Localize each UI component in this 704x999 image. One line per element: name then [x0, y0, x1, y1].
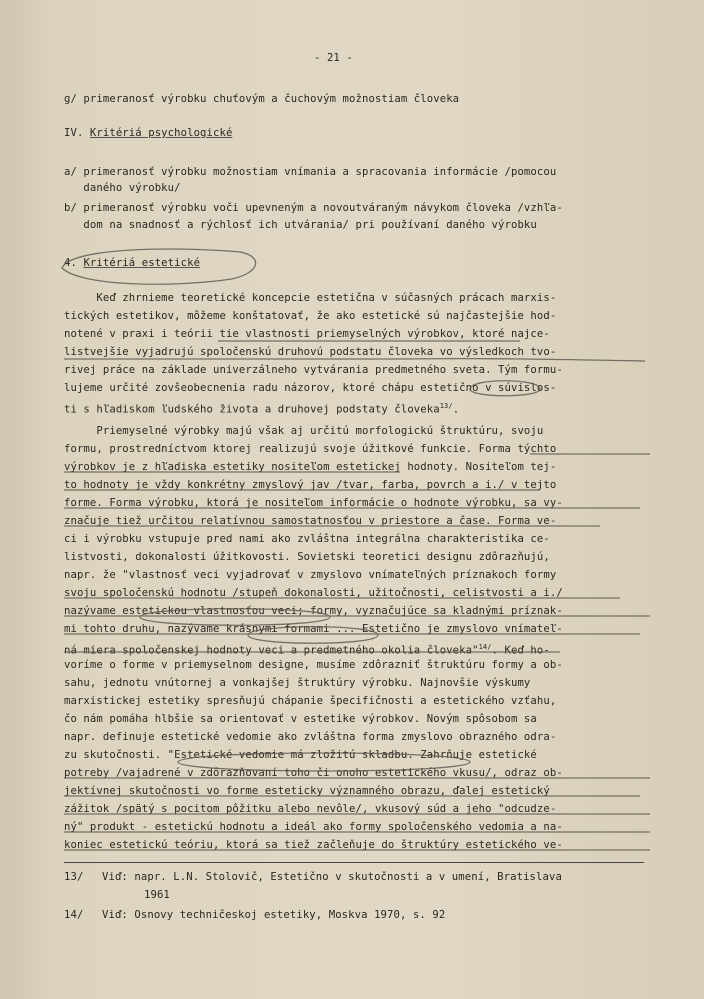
body-line-29: zážitok /spätý s pocitom pôžitku alebo nevôle/, vkusový súd a jeho "odcudze-: [64, 803, 557, 815]
footnote-14-line-1: Viď: Osnovy techničeskoj estetiky, Moskva 1970, s. 92: [102, 909, 446, 921]
body-line-21: voríme o forme v priemyselnom designe, musíme zdôrazniť štruktúru formy a ob-: [64, 659, 563, 671]
body-line-7-text: ti s hľadiskom ľudského života a druhovej podstaty človeka: [64, 403, 440, 416]
body-line-6: lujeme určité zovšeobecnenia radu názorov, ktoré chápu estetično v súvislos-: [64, 382, 557, 394]
criterion-b-line-2: dom na snadnosť a rýchlosť ich utvárania/ pri používaní daného výrobku: [64, 219, 537, 231]
footnote-separator: [64, 862, 644, 863]
body-line-30: ný" produkt - estetickú hodnotu a ideál ako formy spoločenského vedomia a na-: [64, 821, 563, 833]
body-line-7: [64, 399, 459, 417]
page-number: - 21 -: [314, 52, 353, 64]
criterion-g: g/ primeranosť výrobku chuťovým a čuchovým možnostiam človeka: [64, 93, 460, 105]
body-line-2: tických estetikov, môžeme konštatovať, že ako estetické sú najčastejšie hod-: [64, 310, 557, 322]
body-line-3: notené v praxi i teórii tie vlastnosti priemyselných výrobkov, ktoré najce-: [64, 328, 550, 340]
body-line-4: listvejšie vyjadrujú spoločenskú druhovú podstatu človeka vo výsledkoch tvo-: [64, 346, 557, 358]
body-line-27: potreby /vajadrené v zdôrazňovaní toho či onoho estetického vkusu/, odraz ob-: [64, 767, 563, 779]
footnote-13-line-2: 1961: [144, 889, 170, 901]
criterion-b-line-1: b/ primeranosť výrobku voči upevneným a novoutváraným návykom človeka /vzhľa-: [64, 202, 563, 214]
body-line-26: zu skutočnosti. "Estetické vedomie má zložitú skladbu. Zahrňuje estetické: [64, 749, 537, 761]
body-line-24: čo nám pomáha hlbšie sa orientovať v estetike výrobkov. Novým spôsobom sa: [64, 713, 537, 725]
heading-iv-title: Kritériá psychologické: [89, 127, 233, 139]
body-line-5: rivej práce na základe univerzálneho vytvárania predmetného sveta. Tým formu-: [64, 364, 563, 376]
criterion-a-line-1: a/ primeranosť výrobku možnostiam vnímania a spracovania informácie /pomocou: [64, 166, 557, 178]
body-line-31: koniec estetickú teóriu, ktorá sa tiež začleňuje do štruktúry estetického ve-: [64, 839, 563, 851]
body-line-18: nazývame estetickou vlastnosťou veci; formy, vyznačujúce sa kladnými príznak-: [64, 605, 563, 617]
criterion-a-line-2: daného výrobku/: [64, 182, 181, 194]
footnote-ref-13: 13/: [439, 402, 453, 410]
body-line-13: značuje tiež určitou relatívnou samostatnosťou v priestore a čase. Forma ve-: [64, 515, 557, 527]
heading-4-title: Kritériá estetické: [83, 257, 201, 269]
body-line-9: formu, prostredníctvom ktorej realizujú svoje úžitkové funkcie. Forma týchto: [64, 443, 557, 455]
body-line-11: to hodnoty je vždy konkrétny zmyslový jav /tvar, farba, povrch a i./ v tejto: [64, 479, 557, 491]
body-line-17: svoju spoločenskú hodnotu /stupeň dokonalosti, užitočnosti, celistvosti a i./: [64, 587, 563, 599]
body-line-20-text: ná miera spoločenskej hodnoty veci a predmetného okolia človeka": [64, 644, 479, 657]
body-line-10: výrobkov je z hľadiska estetiky nositeľom estetickej hodnoty. Nositeľom tej-: [64, 461, 557, 473]
body-line-14: ci i výrobku vstupuje pred nami ako zvláštna integrálna charakteristika ce-: [64, 533, 550, 545]
heading-iv-prefix: IV.: [64, 127, 90, 139]
body-line-15: listvosti, dokonalosti úžitkovosti. Sovietski teoretici designu zdôrazňujú,: [64, 551, 550, 563]
footnote-ref-14: 14/: [478, 643, 492, 651]
footnote-14-number: 14/: [64, 909, 84, 921]
heading-4-prefix: 4.: [64, 257, 84, 269]
body-line-1: Keď zhrnieme teoretické koncepcie estetična v súčasných prácach marxis-: [64, 292, 557, 304]
body-line-23: marxistickej estetiky spresňujú chápanie špecifičnosti a estetického vzťahu,: [64, 695, 557, 707]
footnote-13-line-1: Viď: napr. L.N. Stolovič, Estetično v skutočnosti a v umení, Bratislava: [102, 871, 562, 883]
heading-iv: [64, 126, 232, 140]
body-line-7-end: .: [452, 403, 460, 416]
body-line-19: mi tohto druhu, nazývame krásnymi formami ... Estetično je zmyslovo vnímateľ-: [64, 623, 563, 635]
body-line-20: [64, 640, 550, 658]
body-line-25: napr. definuje estetické vedomie ako zvláštna forma zmyslovo obrazného odra-: [64, 731, 557, 743]
body-line-12: forme. Forma výrobku, ktorá je nositeľom informácie o hodnote výrobku, sa vy-: [64, 497, 563, 509]
body-line-28: jektívnej skutočnosti vo forme esteticky významného obrazu, ďalej estetický: [64, 785, 550, 797]
body-line-8: Priemyselné výrobky majú však aj určitú morfologickú štruktúru, svoju: [64, 425, 544, 437]
body-line-22: sahu, jednotu vnútornej a vonkajšej štruktúry výrobku. Najnovšie výskumy: [64, 677, 531, 689]
body-line-20-end: . Keď ho-: [491, 644, 550, 657]
footnote-13-number: 13/: [64, 871, 84, 883]
heading-4: [64, 256, 200, 270]
body-line-16: napr. že "vlastnosť veci vyjadrovať v zmyslovo vnímateľných príznakoch formy: [64, 569, 557, 581]
